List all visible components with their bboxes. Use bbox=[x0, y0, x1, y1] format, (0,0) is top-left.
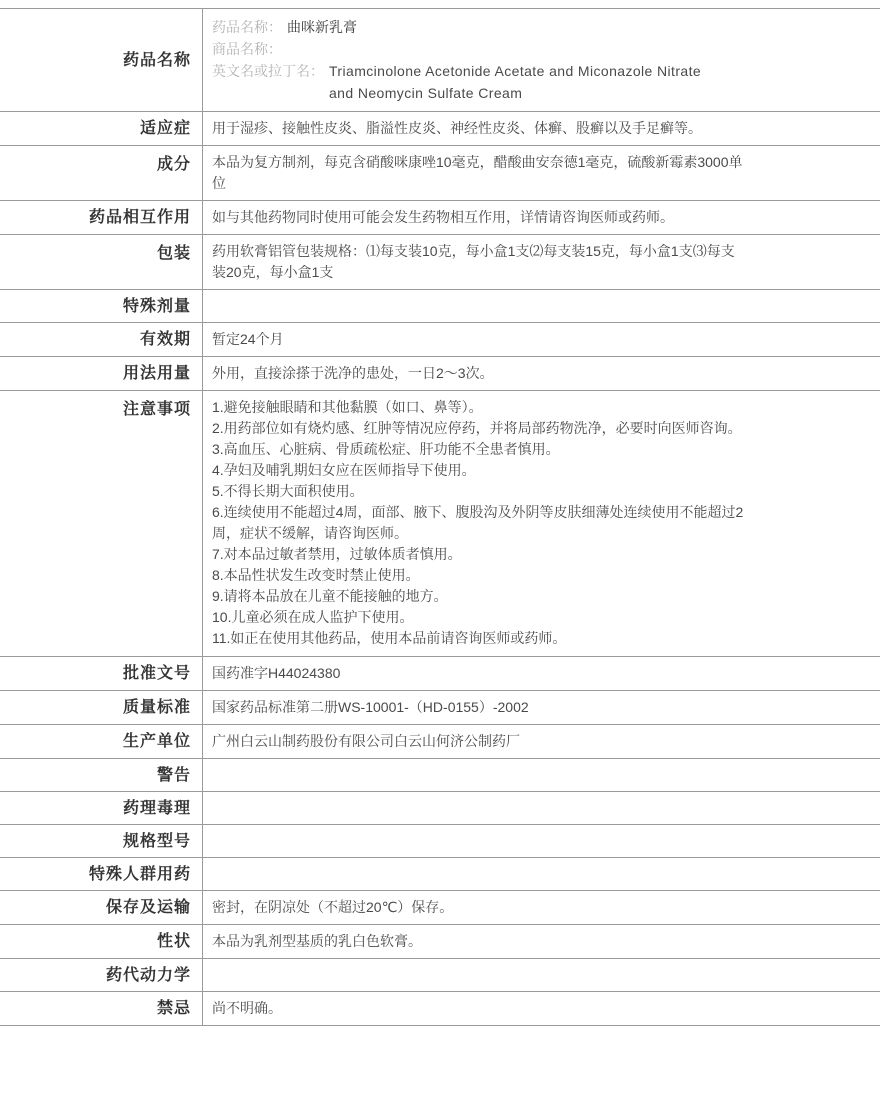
table-row-description bbox=[0, 925, 880, 959]
row-label-description: 性状 bbox=[156, 933, 191, 950]
row-label-drug-name: 药品名称 bbox=[122, 51, 191, 69]
precaution-item: 7.对本品过敏者禁用，过敏体质者慎用。 bbox=[212, 546, 462, 562]
row-content-text bbox=[212, 16, 729, 104]
row-content-precautions bbox=[202, 391, 880, 656]
row-content-pharmacology-toxicology bbox=[202, 792, 880, 824]
table-row-shelf-life bbox=[0, 323, 880, 357]
table-row-approval-number bbox=[0, 657, 880, 691]
table-row-storage-transport bbox=[0, 891, 880, 925]
table-row-contraindications bbox=[0, 992, 880, 1026]
row-content-text: 本品为乳剂型基质的乳白色软膏。 bbox=[212, 933, 422, 949]
row-content-quality-standard bbox=[202, 691, 880, 724]
precaution-item: 2.用药部位如有烧灼感、红肿等情况应停药，并将局部药物洗净，必要时向医师咨询。 bbox=[212, 420, 742, 436]
row-content-text: 如与其他药物同时使用可能会发生药物相互作用，详情请咨询医师或药师。 bbox=[212, 209, 674, 225]
precaution-item: 8.本品性状发生改变时禁止使用。 bbox=[212, 567, 420, 583]
row-label-packaging: 包装 bbox=[156, 245, 191, 262]
row-label-ingredients: 成分 bbox=[156, 156, 191, 173]
row-content-specification-model bbox=[202, 825, 880, 857]
row-content-packaging bbox=[202, 235, 880, 289]
row-content-approval-number bbox=[202, 657, 880, 690]
row-content-text: 尚不明确。 bbox=[212, 1000, 282, 1016]
precaution-item: 4.孕妇及哺乳期妇女应在医师指导下使用。 bbox=[212, 462, 476, 478]
row-label-quality-standard: 质量标准 bbox=[122, 699, 191, 716]
drug-name-field-0 bbox=[212, 16, 729, 38]
row-label-drug-interactions: 药品相互作用 bbox=[88, 209, 191, 226]
row-label-shelf-life: 有效期 bbox=[139, 331, 191, 348]
row-content-dosage-administration bbox=[202, 357, 880, 390]
row-content-special-population bbox=[202, 858, 880, 890]
row-content-storage-transport bbox=[202, 891, 880, 924]
row-label-pharmacokinetics: 药代动力学 bbox=[105, 966, 191, 984]
row-content-text: 药用软膏铝管包装规格：⑴每支装10克，每小盒1支⑵每支装15克，每小盒1支⑶每支装20克，每小盒1支 bbox=[212, 243, 735, 280]
table-row-manufacturer bbox=[0, 725, 880, 759]
precaution-item: 1.避免接触眼睛和其他黏膜（如口、鼻等）。 bbox=[212, 399, 483, 415]
table-row-drug-name bbox=[0, 9, 880, 112]
table-row-special-dosage bbox=[0, 290, 880, 323]
precaution-item: 6.连续使用不能超过4周，面部、腋下、腹股沟及外阴等皮肤细薄处连续使用不能超过2周，症状不缓解，请咨询医师。 bbox=[212, 504, 744, 541]
table-row-ingredients bbox=[0, 146, 880, 201]
row-content-drug-interactions bbox=[202, 201, 880, 234]
row-content-description bbox=[202, 925, 880, 958]
drug-name-field-2 bbox=[212, 60, 729, 104]
row-content-text: 国药准字H44024380 bbox=[212, 665, 341, 681]
row-content-text: 用于湿疹、接触性皮炎、脂溢性皮炎、神经性皮炎、体癣、股癣以及手足癣等。 bbox=[212, 120, 702, 136]
row-content-pharmacokinetics bbox=[202, 959, 880, 991]
row-content-manufacturer bbox=[202, 725, 880, 758]
row-content-contraindications bbox=[202, 992, 880, 1025]
precaution-item: 10.儿童必须在成人监护下使用。 bbox=[212, 609, 414, 625]
drug-info-table bbox=[0, 8, 880, 1026]
field-value: 曲咪新乳膏 bbox=[287, 19, 357, 35]
table-row-special-population bbox=[0, 858, 880, 891]
table-row-specification-model bbox=[0, 825, 880, 858]
row-content-text: 外用，直接涂搽于洗净的患处，一日2～3次。 bbox=[212, 365, 494, 381]
field-sublabel: 药品名称： bbox=[212, 19, 282, 35]
row-content-warning bbox=[202, 759, 880, 791]
row-content-ingredients bbox=[202, 146, 880, 200]
row-label-precautions: 注意事项 bbox=[122, 401, 191, 418]
row-content-drug-name bbox=[202, 9, 880, 111]
field-sublabel: 商品名称： bbox=[212, 41, 282, 57]
table-row-warning bbox=[0, 759, 880, 792]
table-row-indications bbox=[0, 112, 880, 146]
row-content-special-dosage bbox=[202, 290, 880, 322]
row-label-warning: 警告 bbox=[156, 766, 191, 784]
table-row-pharmacology-toxicology bbox=[0, 792, 880, 825]
field-value: Triamcinolone Acetonide Acetate and Miconazole Nitrate and Neomycin Sulfate Cream bbox=[329, 63, 702, 101]
row-content-text: 广州白云山制药股份有限公司白云山何济公制药厂 bbox=[212, 733, 520, 749]
precaution-item: 5.不得长期大面积使用。 bbox=[212, 483, 364, 499]
row-label-pharmacology-toxicology: 药理毒理 bbox=[122, 799, 191, 817]
row-label-indications: 适应症 bbox=[139, 120, 191, 137]
table-row-quality-standard bbox=[0, 691, 880, 725]
row-content-shelf-life bbox=[202, 323, 880, 356]
row-content-text: 国家药品标准第二册WS-10001-（HD-0155）-2002 bbox=[212, 699, 529, 715]
row-label-specification-model: 规格型号 bbox=[122, 832, 191, 850]
row-label-dosage-administration: 用法用量 bbox=[122, 365, 191, 382]
row-label-special-population: 特殊人群用药 bbox=[88, 865, 191, 883]
row-label-contraindications: 禁忌 bbox=[156, 1000, 191, 1017]
table-row-precautions bbox=[0, 391, 880, 657]
table-row-pharmacokinetics bbox=[0, 959, 880, 992]
table-row-dosage-administration bbox=[0, 357, 880, 391]
row-content-text: 本品为复方制剂，每克含硝酸咪康唑10毫克，醋酸曲安奈德1毫克，硫酸新霉素3000单位 bbox=[212, 154, 743, 191]
row-content-indications bbox=[202, 112, 880, 145]
table-row-drug-interactions bbox=[0, 201, 880, 235]
row-label-special-dosage: 特殊剂量 bbox=[122, 297, 191, 315]
row-content-text: 密封，在阴凉处（不超过20℃）保存。 bbox=[212, 899, 454, 915]
table-row-packaging bbox=[0, 235, 880, 290]
row-content-text bbox=[212, 397, 745, 649]
row-label-approval-number: 批准文号 bbox=[122, 665, 191, 682]
row-label-storage-transport: 保存及运输 bbox=[105, 899, 191, 916]
drug-name-field-1 bbox=[212, 38, 729, 60]
precaution-item: 3.高血压、心脏病、骨质疏松症、肝功能不全患者慎用。 bbox=[212, 441, 560, 457]
precaution-item: 11.如正在使用其他药品，使用本品前请咨询医师或药师。 bbox=[212, 630, 567, 646]
precaution-item: 9.请将本品放在儿童不能接触的地方。 bbox=[212, 588, 448, 604]
row-label-manufacturer: 生产单位 bbox=[122, 733, 191, 750]
row-content-text: 暂定24个月 bbox=[212, 331, 284, 347]
field-sublabel: 英文名或拉丁名： bbox=[212, 63, 324, 79]
